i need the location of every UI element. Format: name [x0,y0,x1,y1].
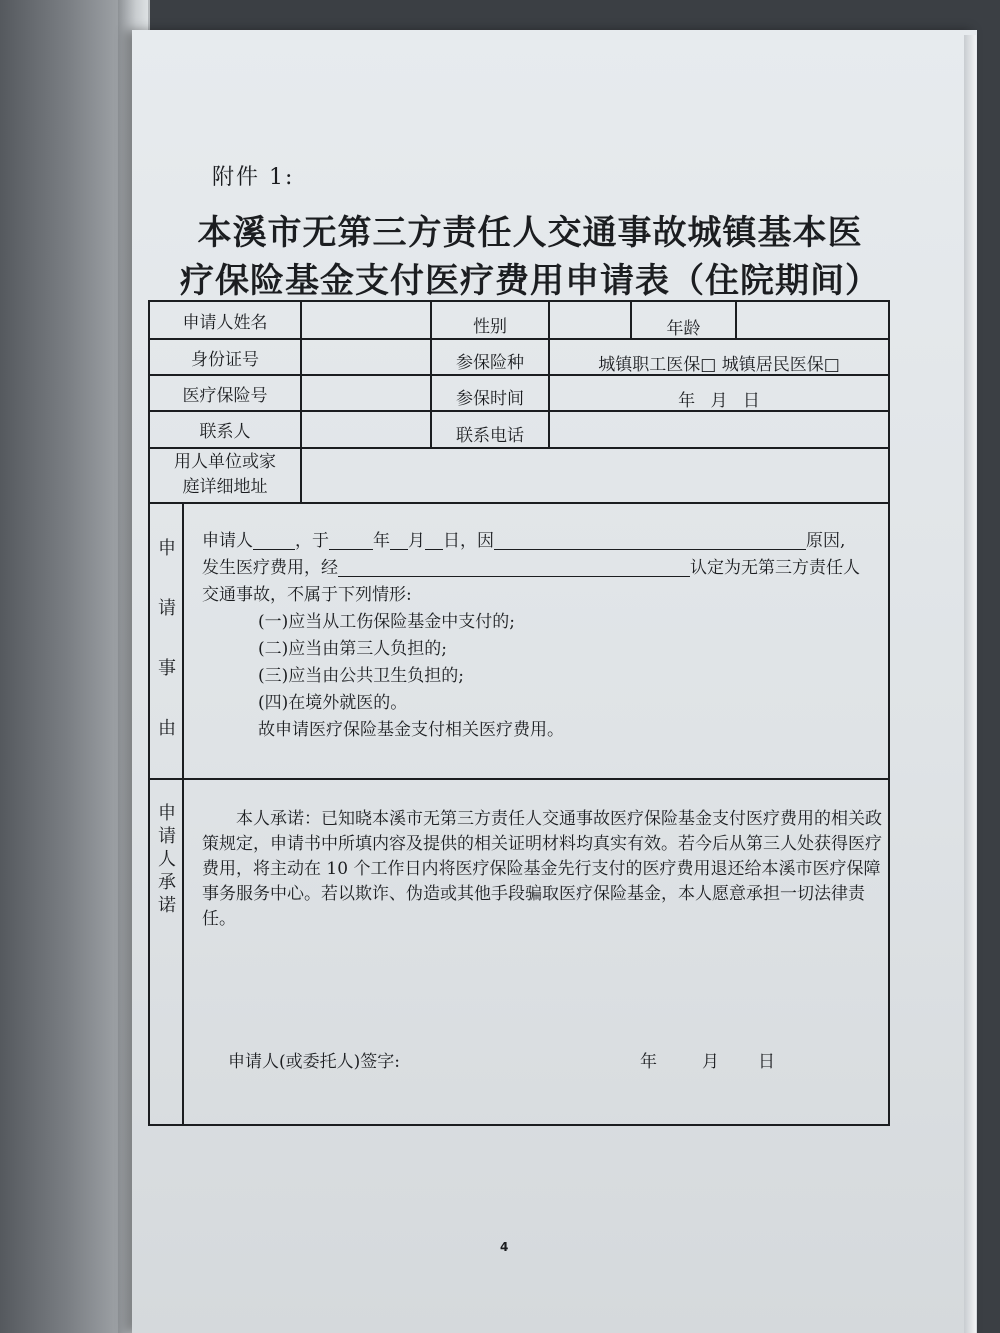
signature-field[interactable] [420,1042,620,1070]
insurance-type-label: 参保险种 [456,353,524,373]
applicant-name-label: 申请人姓名 [182,313,268,333]
promise-label-char: 申 [158,803,176,824]
row-divider [150,502,888,504]
exclusion-item: (二)应当由第三人负担的; [258,639,447,659]
gender-label: 性别 [473,317,507,337]
reason-label-char: 由 [158,718,176,739]
form-title-line1: 本溪市无第三方责任人交通事故城镇基本医 [197,213,863,253]
address-label [150,450,300,500]
promise-label-char: 请 [158,826,176,847]
form-title-line2: 疗保险基金支付医疗费用申请表（住院期间） [180,261,880,301]
age-label: 年龄 [666,319,701,339]
applicant-blank[interactable] [253,529,295,550]
reason-label-char: 事 [158,658,176,679]
exclusion-item: (四)在境外就医的。 [258,693,408,713]
address-label-line1: 用人单位或家 [174,452,276,472]
reason-label-char: 请 [158,598,176,619]
medical-insurance-no-field[interactable] [302,376,428,408]
contact-field[interactable] [302,412,428,445]
contact-label: 联系人 [199,422,251,442]
page-number: 4 [500,1240,509,1254]
reason-content [202,528,872,744]
contact-phone-field[interactable] [550,412,886,445]
id-number-field[interactable] [302,340,428,372]
reason-line-2: 发生医疗费用，经 认定为无第三方责任人 [202,558,860,578]
medical-insurance-no-label: 医疗保险号 [182,386,268,406]
attachment-label: 附件 1: [212,165,295,190]
determining-authority-blank[interactable] [338,556,690,577]
signature-month: 月 [702,1052,719,1072]
day-blank[interactable] [425,529,443,550]
application-form-table [148,300,890,1126]
signature-label: 申请人(或委托人)签字: [228,1052,400,1072]
reason-label-char: 申 [158,538,176,559]
gender-field[interactable] [550,304,628,336]
reason-blank[interactable] [494,529,806,550]
row-divider [150,338,888,340]
id-number-label: 身份证号 [191,350,259,370]
reason-line-1: 申请人 ，于 年 月 日，因 原因, [202,531,846,551]
page-edge [964,35,976,1333]
insured-date-label: 参保时间 [456,389,524,409]
insurance-type-options[interactable]: 城镇职工医保□ 城镇居民医保□ [598,355,840,375]
promise-text: 本人承诺：已知晓本溪市无第三方责任人交通事故医疗保险基金支付医疗费用的相关政策规定，申请书中所填内容及提供的相关证明材料均真实有效。若今后从第三人处获得医疗费用，将主动在 10 个工作日内将医疗保险基金先行支付的医疗费用退还给本溪市医疗保障事务服务中心。若以欺诈、伪造或其他手段骗取医疗保险基金，本人愿意承担一切法律责任。 [202,809,882,929]
promise-label-char: 承 [158,872,176,893]
reason-conclusion: 故申请医疗保险基金支付相关医疗费用。 [258,720,564,740]
address-label-line2: 庭详细地址 [182,477,268,497]
signature-year: 年 [640,1052,657,1072]
row-divider [150,778,888,780]
address-field[interactable] [302,449,886,501]
column-divider [182,502,184,1124]
exclusion-item: (一)应当从工伤保险基金中支付的; [258,612,515,632]
promise-label-char: 人 [158,849,176,870]
age-field[interactable] [737,304,887,336]
reason-line-3: 交通事故，不属于下列情形: [202,585,412,605]
signature-day: 日 [758,1052,775,1072]
promise-label-char: 诺 [158,895,176,916]
contact-phone-label: 联系电话 [456,426,524,446]
promise-label [152,802,182,917]
exclusion-item: (三)应当由公共卫生负担的; [258,666,464,686]
year-blank[interactable] [329,529,373,550]
insured-date-value[interactable]: 年 月 日 [678,391,760,411]
applicant-name-field[interactable] [302,304,428,336]
month-blank[interactable] [390,529,408,550]
